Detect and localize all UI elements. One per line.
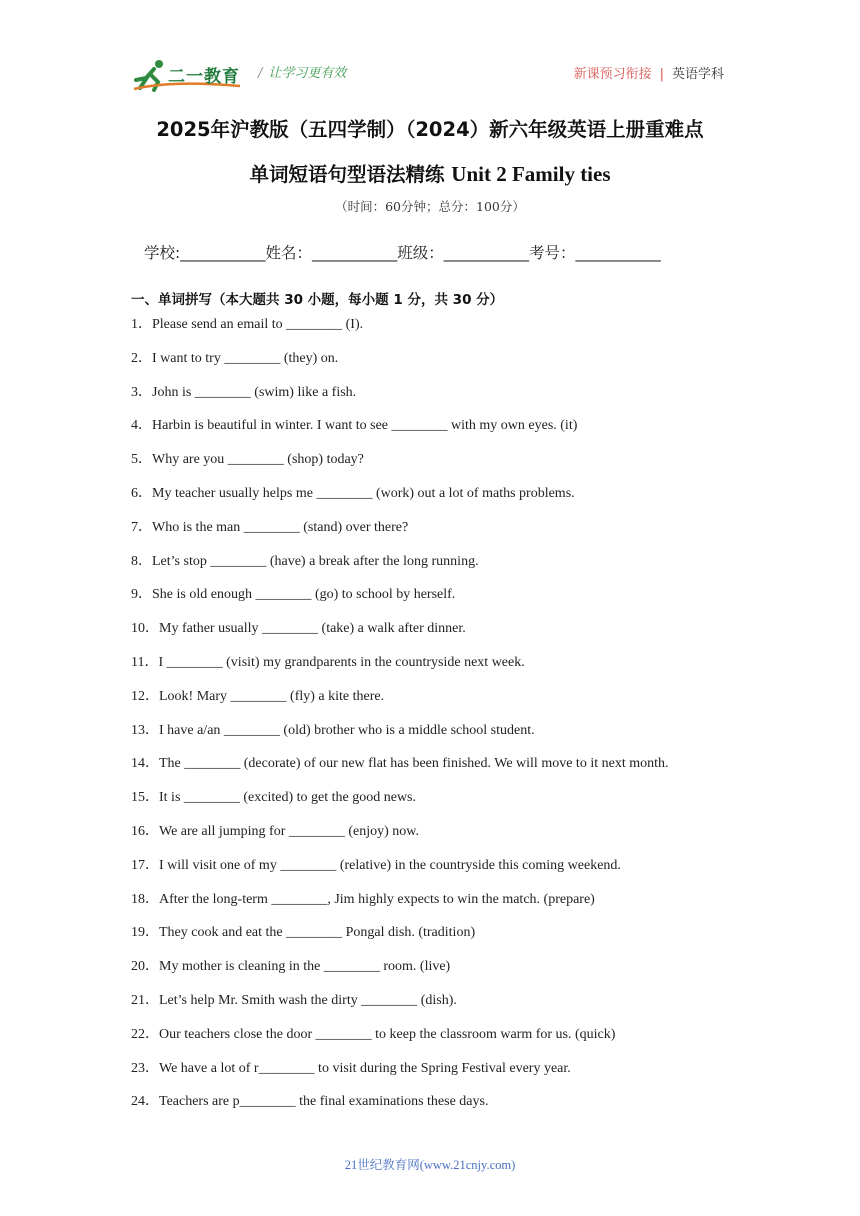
- question-item: 18．After the long-term ________, Jim highly expects to win the match. (prepare): [131, 891, 595, 907]
- header-separator: |: [659, 67, 664, 82]
- slogan: [258, 62, 346, 81]
- question-item: 2．I want to try ________ (they) on.: [131, 350, 339, 366]
- question-item: 19．They cook and eat the ________ Pongal dish. (tradition): [131, 925, 476, 941]
- question-item: 17．I will visit one of my ________ (relative) in the countryside this coming weekend.: [131, 857, 621, 873]
- question-item: 9．She is old enough ________ (go) to school by herself.: [131, 587, 456, 603]
- question-item: 3．John is ________ (swim) like a fish.: [131, 384, 357, 400]
- question-item: 20．My mother is cleaning in the ________ room. (live): [131, 959, 451, 975]
- question-item: 7．Who is the man ________ (stand) over there?: [131, 519, 409, 535]
- question-item: 15．It is ________ (excited) to get the good news.: [131, 790, 417, 806]
- subject-label: 英语学科: [671, 67, 724, 82]
- logo-text: 二一教育: [168, 67, 240, 87]
- slogan-slash: /: [258, 66, 263, 81]
- question-item: 6．My teacher usually helps me ________ (work) out a lot of maths problems.: [131, 485, 575, 501]
- title-unit: Unit 2 Family ties: [451, 162, 611, 186]
- question-list: [131, 315, 731, 1126]
- header-course-info: [574, 63, 724, 82]
- exam-time-score: （时间：60分钟；总分：100分）: [335, 199, 525, 214]
- slogan-text: 让学习更有效: [268, 66, 347, 81]
- question-item: 13．I have a/an ________ (old) brother who is a middle school student.: [131, 722, 535, 738]
- course-label: 新课预习衔接: [573, 67, 652, 82]
- section-heading: 一、单词拼写（本大题共 30 小题，每小题 1 分，共 30 分）: [131, 292, 504, 308]
- question-item: 16．We are all jumping for ________ (enjoy) now.: [131, 823, 420, 839]
- page-title: 2025年沪教版（五四学制）（2024）新六年级英语上册重难点: [156, 118, 704, 141]
- student-info-line: 学校:___________姓名：___________班级：___________考号：___________: [144, 244, 661, 262]
- question-item: 14．The ________ (decorate) of our new flat has been finished. We will move to it next month.: [131, 756, 669, 772]
- question-item: 1．Please send an email to ________ (I).: [131, 317, 364, 332]
- footer-source-link[interactable]: 21世纪教育网(www.21cnjy.com): [344, 1158, 516, 1172]
- question-item: 24．Teachers are p________ the final examinations these days.: [131, 1094, 489, 1110]
- question-item: 12．Look! Mary ________ (fly) a kite there.: [131, 688, 385, 704]
- question-item: 8．Let’s stop ________ (have) a break after the long running.: [131, 553, 479, 569]
- title-cn: 单词短语句型语法精练: [249, 163, 445, 186]
- page-title-line2: [0, 159, 860, 187]
- question-item: 11．I ________ (visit) my grandparents in the countryside next week.: [131, 654, 525, 670]
- question-item: 23．We have a lot of r________ to visit during the Spring Festival every year.: [131, 1060, 571, 1076]
- question-item: 10．My father usually ________ (take) a walk after dinner.: [131, 621, 466, 637]
- question-item: 21．Let’s help Mr. Smith wash the dirty ________ (dish).: [131, 992, 457, 1008]
- question-item: 4．Harbin is beautiful in winter. I want to see ________ with my own eyes. (it): [131, 418, 578, 434]
- question-item: 22．Our teachers close the door ________ to keep the classroom warm for us. (quick): [131, 1026, 616, 1042]
- question-item: 5．Why are you ________ (shop) today?: [131, 452, 364, 468]
